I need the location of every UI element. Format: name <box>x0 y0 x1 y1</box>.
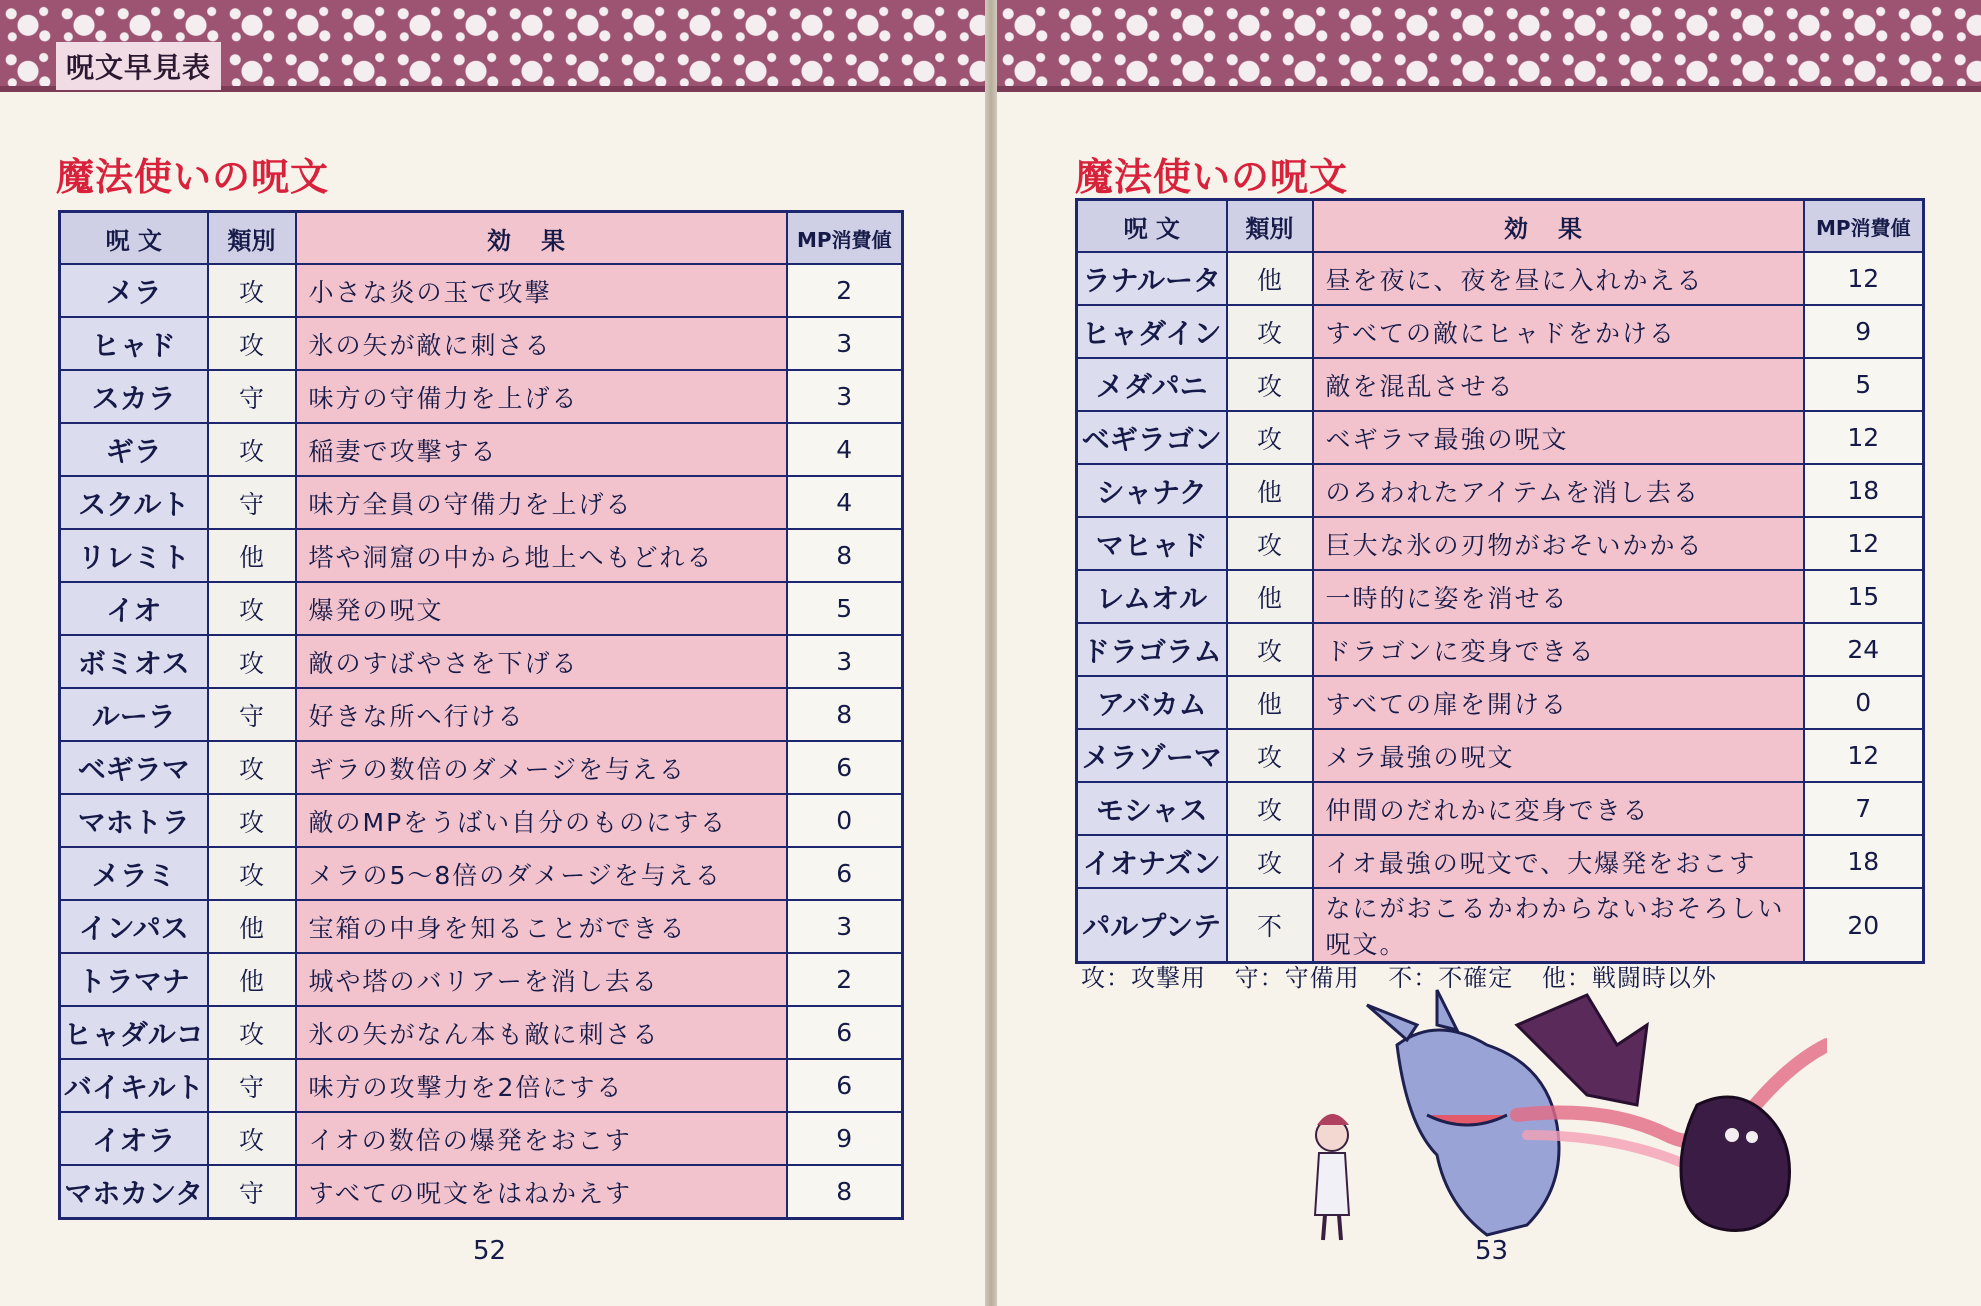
table-row <box>60 953 903 1006</box>
table-row <box>1077 305 1924 358</box>
spell-effect: 稲妻で攻撃する <box>296 423 787 476</box>
spell-effect: 巨大な氷の刃物がおそいかかる <box>1313 517 1804 570</box>
spell-name: リレミト <box>60 529 208 582</box>
table-row <box>60 317 903 370</box>
spell-type: 攻 <box>208 847 296 900</box>
table-row <box>1077 517 1924 570</box>
spell-name: アバカム <box>1077 676 1227 729</box>
spell-mp-cost: 8 <box>787 529 903 582</box>
legend-defense: 守：守備用 <box>1234 964 1360 992</box>
table-row <box>1077 729 1924 782</box>
table-row <box>1077 623 1924 676</box>
spell-type: 守 <box>208 1059 296 1112</box>
spell-effect: 城や塔のバリアーを消し去る <box>296 953 787 1006</box>
legend-attack: 攻：攻撃用 <box>1081 964 1206 992</box>
spell-type: 攻 <box>1227 623 1313 676</box>
spell-type: 攻 <box>1227 305 1313 358</box>
table-row <box>1077 888 1924 963</box>
table-row <box>60 529 903 582</box>
spell-type: 攻 <box>208 582 296 635</box>
spell-name: マホトラ <box>60 794 208 847</box>
table-row <box>1077 464 1924 517</box>
table-row <box>60 423 903 476</box>
table-header-row <box>60 212 903 265</box>
spell-effect: 氷の矢が敵に刺さる <box>296 317 787 370</box>
spell-mp-cost: 0 <box>1804 676 1924 729</box>
spell-mp-cost: 6 <box>787 741 903 794</box>
spell-mp-cost: 3 <box>787 370 903 423</box>
spell-name: スカラ <box>60 370 208 423</box>
spell-mp-cost: 6 <box>787 1006 903 1059</box>
spell-name: ベギラマ <box>60 741 208 794</box>
table-row <box>1077 252 1924 305</box>
spell-type: 攻 <box>208 794 296 847</box>
spell-mp-cost: 8 <box>787 1165 903 1219</box>
spell-name: イオナズン <box>1077 835 1227 888</box>
table-row <box>60 635 903 688</box>
spell-type: 不 <box>1227 888 1313 963</box>
spell-name: パルプンテ <box>1077 888 1227 963</box>
spell-effect: 爆発の呪文 <box>296 582 787 635</box>
spell-name: モシャス <box>1077 782 1227 835</box>
table-row <box>60 1112 903 1165</box>
spell-name: インパス <box>60 900 208 953</box>
spell-name: ルーラ <box>60 688 208 741</box>
spell-type: 攻 <box>208 635 296 688</box>
spell-name: バイキルト <box>60 1059 208 1112</box>
spell-effect: イオ最強の呪文で、大爆発をおこす <box>1313 835 1804 888</box>
dragon-battle-illustration <box>1287 985 1827 1255</box>
page-53 <box>997 0 1981 1306</box>
spell-type: 守 <box>208 688 296 741</box>
spell-effect: 氷の矢がなん本も敵に刺さる <box>296 1006 787 1059</box>
col-header-name: 呪 文 <box>1077 200 1227 253</box>
spell-mp-cost: 18 <box>1804 464 1924 517</box>
col-header-effect: 効果 <box>1313 200 1804 253</box>
spell-mp-cost: 15 <box>1804 570 1924 623</box>
spell-name: イオラ <box>60 1112 208 1165</box>
table-row <box>1077 782 1924 835</box>
header-label: 呪文早見表 <box>56 42 221 90</box>
spell-type: 攻 <box>208 264 296 317</box>
table-row <box>60 741 903 794</box>
spell-effect: 敵のすばやさを下げる <box>296 635 787 688</box>
spell-name: マホカンタ <box>60 1165 208 1219</box>
spell-name: メラミ <box>60 847 208 900</box>
spell-type: 他 <box>1227 676 1313 729</box>
spell-table-body <box>1077 252 1924 963</box>
spell-mp-cost: 3 <box>787 900 903 953</box>
page-number: 53 <box>1475 1236 1509 1266</box>
spell-effect: すべての扉を開ける <box>1313 676 1804 729</box>
spell-type: 攻 <box>208 317 296 370</box>
spell-mp-cost: 2 <box>787 953 903 1006</box>
spell-type: 他 <box>208 900 296 953</box>
spell-effect: 敵のMPをうばい自分のものにする <box>296 794 787 847</box>
table-row <box>60 847 903 900</box>
legend-uncertain: 不：不確定 <box>1388 964 1514 992</box>
spell-name: ヒャド <box>60 317 208 370</box>
spell-name: トラマナ <box>60 953 208 1006</box>
col-header-mp: MP消費値 <box>787 212 903 265</box>
spell-mp-cost: 18 <box>1804 835 1924 888</box>
spell-name: ギラ <box>60 423 208 476</box>
spell-table-body <box>60 264 903 1219</box>
spell-mp-cost: 20 <box>1804 888 1924 963</box>
spell-effect: 味方の守備力を上げる <box>296 370 787 423</box>
table-row <box>60 1165 903 1219</box>
spell-type: 攻 <box>1227 835 1313 888</box>
spell-mp-cost: 12 <box>1804 517 1924 570</box>
spell-effect: メラ最強の呪文 <box>1313 729 1804 782</box>
spell-type: 攻 <box>1227 782 1313 835</box>
spell-effect: なにがおこるかわからないおそろしい呪文。 <box>1313 888 1804 963</box>
spell-effect: 味方の攻撃力を2倍にする <box>296 1059 787 1112</box>
table-row <box>1077 835 1924 888</box>
spell-type: 攻 <box>1227 729 1313 782</box>
spell-effect: ギラの数倍のダメージを与える <box>296 741 787 794</box>
spell-effect: イオの数倍の爆発をおこす <box>296 1112 787 1165</box>
spell-effect: 小さな炎の玉で攻撃 <box>296 264 787 317</box>
spell-name: マヒャド <box>1077 517 1227 570</box>
spell-effect: 昼を夜に、夜を昼に入れかえる <box>1313 252 1804 305</box>
table-row <box>60 688 903 741</box>
spell-mp-cost: 3 <box>787 635 903 688</box>
spell-table <box>58 210 904 1220</box>
spell-mp-cost: 2 <box>787 264 903 317</box>
spell-name: ドラゴラム <box>1077 623 1227 676</box>
spell-mp-cost: 6 <box>787 1059 903 1112</box>
spell-mp-cost: 6 <box>787 847 903 900</box>
spell-name: ヒャダイン <box>1077 305 1227 358</box>
spell-effect: 好きな所へ行ける <box>296 688 787 741</box>
col-header-mp: MP消費値 <box>1804 200 1924 253</box>
decorative-border <box>997 0 1981 92</box>
spell-name: ラナルータ <box>1077 252 1227 305</box>
spell-mp-cost: 4 <box>787 423 903 476</box>
table-row <box>60 476 903 529</box>
spell-mp-cost: 5 <box>1804 358 1924 411</box>
spell-type: 攻 <box>208 423 296 476</box>
spell-mp-cost: 9 <box>787 1112 903 1165</box>
spell-mp-cost: 8 <box>787 688 903 741</box>
section-title: 魔法使いの呪文 <box>56 155 330 199</box>
table-row <box>60 1006 903 1059</box>
spell-type: 攻 <box>208 1006 296 1059</box>
spell-mp-cost: 9 <box>1804 305 1924 358</box>
table-row <box>1077 570 1924 623</box>
spell-name: ボミオス <box>60 635 208 688</box>
spell-name: スクルト <box>60 476 208 529</box>
table-row <box>60 264 903 317</box>
table-header-row <box>1077 200 1924 253</box>
table-row <box>1077 411 1924 464</box>
spell-name: ベギラゴン <box>1077 411 1227 464</box>
table-row <box>60 582 903 635</box>
spell-effect: 塔や洞窟の中から地上へもどれる <box>296 529 787 582</box>
spell-mp-cost: 12 <box>1804 729 1924 782</box>
spell-type: 他 <box>1227 252 1313 305</box>
spell-effect: ベギラマ最強の呪文 <box>1313 411 1804 464</box>
page-number: 52 <box>473 1236 507 1266</box>
legend-other: 他：戦闘時以外 <box>1541 964 1717 992</box>
spell-name: ヒャダルコ <box>60 1006 208 1059</box>
page-52 <box>0 0 985 1306</box>
col-header-type: 類別 <box>208 212 296 265</box>
spell-name: シャナク <box>1077 464 1227 517</box>
spell-name: メラ <box>60 264 208 317</box>
spell-effect: 一時的に姿を消せる <box>1313 570 1804 623</box>
col-header-type: 類別 <box>1227 200 1313 253</box>
table-row <box>60 900 903 953</box>
spell-type: 守 <box>208 1165 296 1219</box>
table-row <box>1077 676 1924 729</box>
table-row <box>60 794 903 847</box>
spell-effect: 宝箱の中身を知ることができる <box>296 900 787 953</box>
spell-name: メダパニ <box>1077 358 1227 411</box>
spell-name: イオ <box>60 582 208 635</box>
spell-mp-cost: 12 <box>1804 411 1924 464</box>
spell-mp-cost: 24 <box>1804 623 1924 676</box>
table-row <box>60 370 903 423</box>
spell-type: 守 <box>208 476 296 529</box>
spell-type: 他 <box>208 529 296 582</box>
table-row <box>60 1059 903 1112</box>
spell-mp-cost: 0 <box>787 794 903 847</box>
spell-mp-cost: 7 <box>1804 782 1924 835</box>
spell-type: 他 <box>208 953 296 1006</box>
spell-effect: すべての呪文をはねかえす <box>296 1165 787 1219</box>
spell-effect: メラの5～8倍のダメージを与える <box>296 847 787 900</box>
spell-mp-cost: 5 <box>787 582 903 635</box>
spell-type: 攻 <box>1227 358 1313 411</box>
spell-effect: 仲間のだれかに変身できる <box>1313 782 1804 835</box>
spell-effect: のろわれたアイテムを消し去る <box>1313 464 1804 517</box>
spell-type: 他 <box>1227 570 1313 623</box>
spell-name: レムオル <box>1077 570 1227 623</box>
spell-effect: ドラゴンに変身できる <box>1313 623 1804 676</box>
col-header-name: 呪 文 <box>60 212 208 265</box>
spell-effect: すべての敵にヒャドをかける <box>1313 305 1804 358</box>
spell-type: 他 <box>1227 464 1313 517</box>
spell-effect: 敵を混乱させる <box>1313 358 1804 411</box>
spell-table <box>1075 198 1925 964</box>
spell-mp-cost: 4 <box>787 476 903 529</box>
spell-type: 攻 <box>1227 411 1313 464</box>
col-header-effect: 効果 <box>296 212 787 265</box>
spell-effect: 味方全員の守備力を上げる <box>296 476 787 529</box>
section-title: 魔法使いの呪文 <box>1075 155 1349 199</box>
spell-mp-cost: 12 <box>1804 252 1924 305</box>
table-row <box>1077 358 1924 411</box>
spell-type: 攻 <box>208 741 296 794</box>
spell-type: 攻 <box>1227 517 1313 570</box>
spell-mp-cost: 3 <box>787 317 903 370</box>
spell-type: 攻 <box>208 1112 296 1165</box>
spell-type: 守 <box>208 370 296 423</box>
spell-name: メラゾーマ <box>1077 729 1227 782</box>
